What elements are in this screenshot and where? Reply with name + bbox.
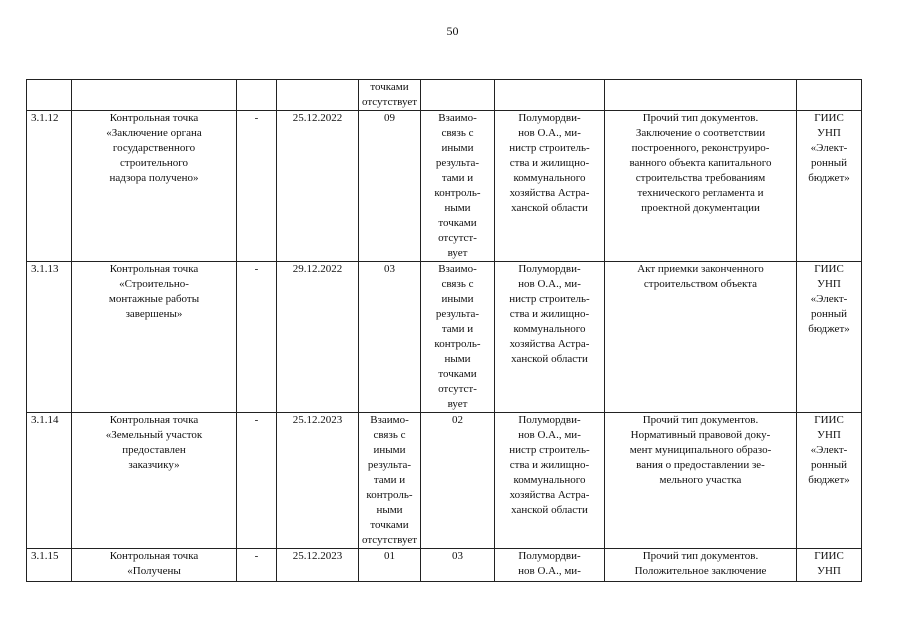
row-document: Прочий тип документов. Заключение о соответствии построенного, реконструиро- ванного объекта капитального строительства требованиям технического регламента и проектной документации — [605, 111, 797, 262]
table-row — [27, 111, 862, 262]
row-c4: 01 — [359, 549, 421, 582]
row-system: ГИИС УНП — [797, 549, 862, 582]
table-row — [27, 413, 862, 549]
cell-c5 — [421, 80, 495, 111]
row-name: Контрольная точка «Заключение органа государственного строительного надзора получено» — [72, 111, 237, 262]
row-dash: - — [237, 111, 277, 262]
row-system: ГИИС УНП «Элект- ронный бюджет» — [797, 111, 862, 262]
row-number: 3.1.15 — [27, 549, 72, 582]
row-c4: Взаимо- связь с иными результа- тами и контроль- ными точками отсутствует — [359, 413, 421, 549]
row-c5: 03 — [421, 549, 495, 582]
row-document: Прочий тип документов. Нормативный правовой доку- мент муниципального образо- вания о предоставлении зе- мельного участка — [605, 413, 797, 549]
table-row — [27, 549, 862, 582]
row-number: 3.1.12 — [27, 111, 72, 262]
row-date: 25.12.2022 — [277, 111, 359, 262]
row-c5: 02 — [421, 413, 495, 549]
cell-c4-text: точками отсутствует — [361, 81, 418, 108]
cell-name — [72, 80, 237, 111]
cell-dash — [237, 80, 277, 111]
control-points-table — [26, 79, 862, 582]
table-row — [27, 262, 862, 413]
row-date: 29.12.2022 — [277, 262, 359, 413]
row-responsible: Полумордви- нов О.А., ми- нистр строитель- ства и жилищно- коммунального хозяйства Астра- ханской области — [495, 413, 605, 549]
cell-num — [27, 80, 72, 111]
row-number: 3.1.13 — [27, 262, 72, 413]
cell-responsible — [495, 80, 605, 111]
page-number: 50 — [446, 24, 459, 38]
row-responsible: Полумордви- нов О.А., ми- нистр строитель- ства и жилищно- коммунального хозяйства Астра- ханской области — [495, 111, 605, 262]
row-c5: Взаимо- связь с иными результа- тами и контроль- ными точками отсутст- вует — [421, 111, 495, 262]
row-name: Контрольная точка «Земельный участок предоставлен заказчику» — [72, 413, 237, 549]
row-document: Прочий тип документов. Положительное заключение — [605, 549, 797, 582]
row-date: 25.12.2023 — [277, 549, 359, 582]
row-dash: - — [237, 262, 277, 413]
row-c4: 03 — [359, 262, 421, 413]
cell-c4 — [359, 80, 421, 111]
row-dash: - — [237, 549, 277, 582]
cell-date — [277, 80, 359, 111]
continuation-row — [27, 80, 862, 111]
row-date: 25.12.2023 — [277, 413, 359, 549]
row-name: Контрольная точка «Строительно- монтажные работы завершены» — [72, 262, 237, 413]
row-c4: 09 — [359, 111, 421, 262]
row-responsible: Полумордви- нов О.А., ми- нистр строитель- ства и жилищно- коммунального хозяйства Астра- ханской области — [495, 262, 605, 413]
cell-system — [797, 80, 862, 111]
row-responsible: Полумордви- нов О.А., ми- — [495, 549, 605, 582]
cell-document — [605, 80, 797, 111]
row-dash: - — [237, 413, 277, 549]
row-c5: Взаимо- связь с иными результа- тами и контроль- ными точками отсутст- вует — [421, 262, 495, 413]
row-system: ГИИС УНП «Элект- ронный бюджет» — [797, 262, 862, 413]
row-number: 3.1.14 — [27, 413, 72, 549]
row-system: ГИИС УНП «Элект- ронный бюджет» — [797, 413, 862, 549]
row-name: Контрольная точка «Получены — [72, 549, 237, 582]
row-document: Акт приемки законченного строительством объекта — [605, 262, 797, 413]
